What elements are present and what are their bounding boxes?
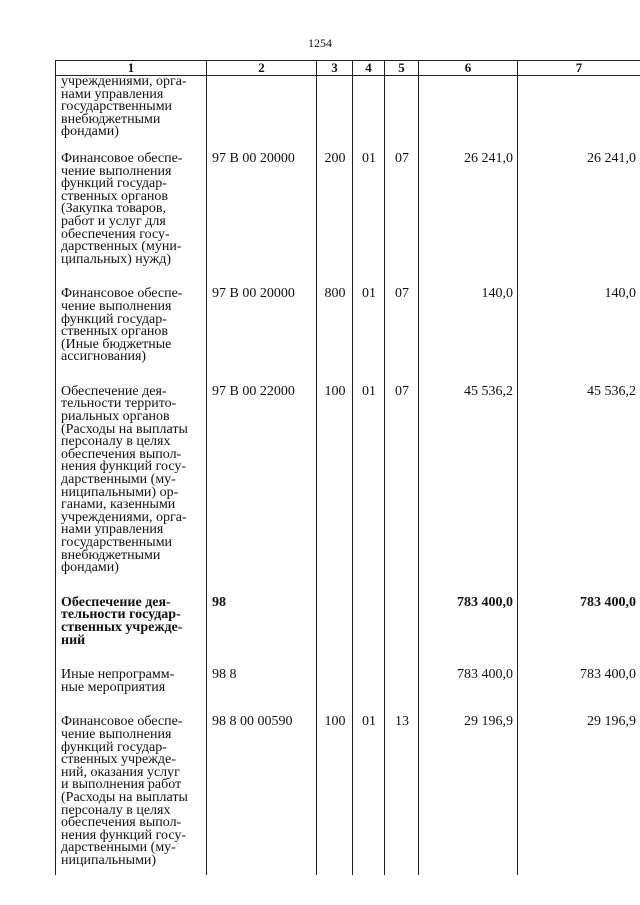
row-code: [207, 76, 317, 139]
row-name: Финансовое обеспе- чение выполнения функций государ- ственных органов (Иные бюджетные ассигнования): [56, 274, 207, 372]
row-section: 01: [353, 372, 385, 583]
table-row: [56, 583, 640, 655]
row-amount-2: 140,0: [518, 274, 640, 372]
row-amount-2: 29 196,9: [518, 702, 640, 875]
row-subsection: [385, 583, 419, 655]
column-number: 5: [385, 61, 419, 76]
table-row: [56, 76, 640, 139]
row-name: Финансовое обеспе- чение выполнения функций государ- ственных органов (Закупка товаров, работ и услуг для обеспечения госу- дарственных (муни- ципальных) нужд): [56, 139, 207, 274]
row-name: учреждениями, орга- нами управления государственными внебюджетными фондами): [56, 76, 207, 139]
column-number: 6: [419, 61, 518, 76]
row-amount-2: 26 241,0: [518, 139, 640, 274]
row-code: 97 В 00 20000: [207, 139, 317, 274]
row-name: Обеспечение дея- тельности государ- ственных учрежде- ний: [56, 583, 207, 655]
row-expense-type: 100: [317, 372, 353, 583]
table-body: [56, 76, 640, 876]
row-subsection: [385, 655, 419, 702]
table-row: [56, 372, 640, 583]
row-subsection: 13: [385, 702, 419, 875]
row-section: [353, 76, 385, 139]
row-amount-2: 45 536,2: [518, 372, 640, 583]
table-row: [56, 139, 640, 274]
row-name: Обеспечение дея- тельности террито- риальных органов (Расходы на выплаты персоналу в целях обеспечения выпол- нения функций госу- дарственными (му- ниципальными) ор- ганами, казенными учреждениями, орга- нами управления государственными внебюджетными фондами): [56, 372, 207, 583]
row-subsection: 07: [385, 372, 419, 583]
row-amount-2: 783 400,0: [518, 583, 640, 655]
row-subsection: [385, 76, 419, 139]
row-expense-type: [317, 76, 353, 139]
row-code: 98: [207, 583, 317, 655]
row-amount-2: [518, 76, 640, 139]
row-code: 97 В 00 22000: [207, 372, 317, 583]
column-number: 4: [353, 61, 385, 76]
page-number: 1254: [308, 36, 332, 50]
row-code: 97 В 00 20000: [207, 274, 317, 372]
row-amount-1: [419, 76, 518, 139]
row-section: [353, 583, 385, 655]
row-subsection: 07: [385, 274, 419, 372]
row-amount-2: 783 400,0: [518, 655, 640, 702]
budget-table: [55, 60, 640, 875]
table-row: [56, 655, 640, 702]
row-section: [353, 655, 385, 702]
column-number: 3: [317, 61, 353, 76]
row-amount-1: 29 196,9: [419, 702, 518, 875]
row-code: 98 8: [207, 655, 317, 702]
column-number: 1: [56, 61, 207, 76]
row-name: Финансовое обеспе- чение выполнения функций государ- ственных учрежде- ний, оказания услуг и выполнения работ (Расходы на выплаты персоналу в целях обеспечения выпол- нения функций госу- дарственными (му- ниципальными): [56, 702, 207, 875]
row-section: 01: [353, 139, 385, 274]
row-code: 98 8 00 00590: [207, 702, 317, 875]
column-number: 7: [518, 61, 640, 76]
table-row: [56, 702, 640, 875]
row-amount-1: 783 400,0: [419, 583, 518, 655]
table-row: [56, 274, 640, 372]
row-section: 01: [353, 702, 385, 875]
row-expense-type: [317, 655, 353, 702]
row-name: Иные непрограмм- ные мероприятия: [56, 655, 207, 702]
row-amount-1: 26 241,0: [419, 139, 518, 274]
row-section: 01: [353, 274, 385, 372]
column-number: 2: [207, 61, 317, 76]
row-expense-type: 800: [317, 274, 353, 372]
row-expense-type: 200: [317, 139, 353, 274]
row-amount-1: 140,0: [419, 274, 518, 372]
row-subsection: 07: [385, 139, 419, 274]
row-amount-1: 45 536,2: [419, 372, 518, 583]
row-amount-1: 783 400,0: [419, 655, 518, 702]
row-expense-type: [317, 583, 353, 655]
row-expense-type: 100: [317, 702, 353, 875]
